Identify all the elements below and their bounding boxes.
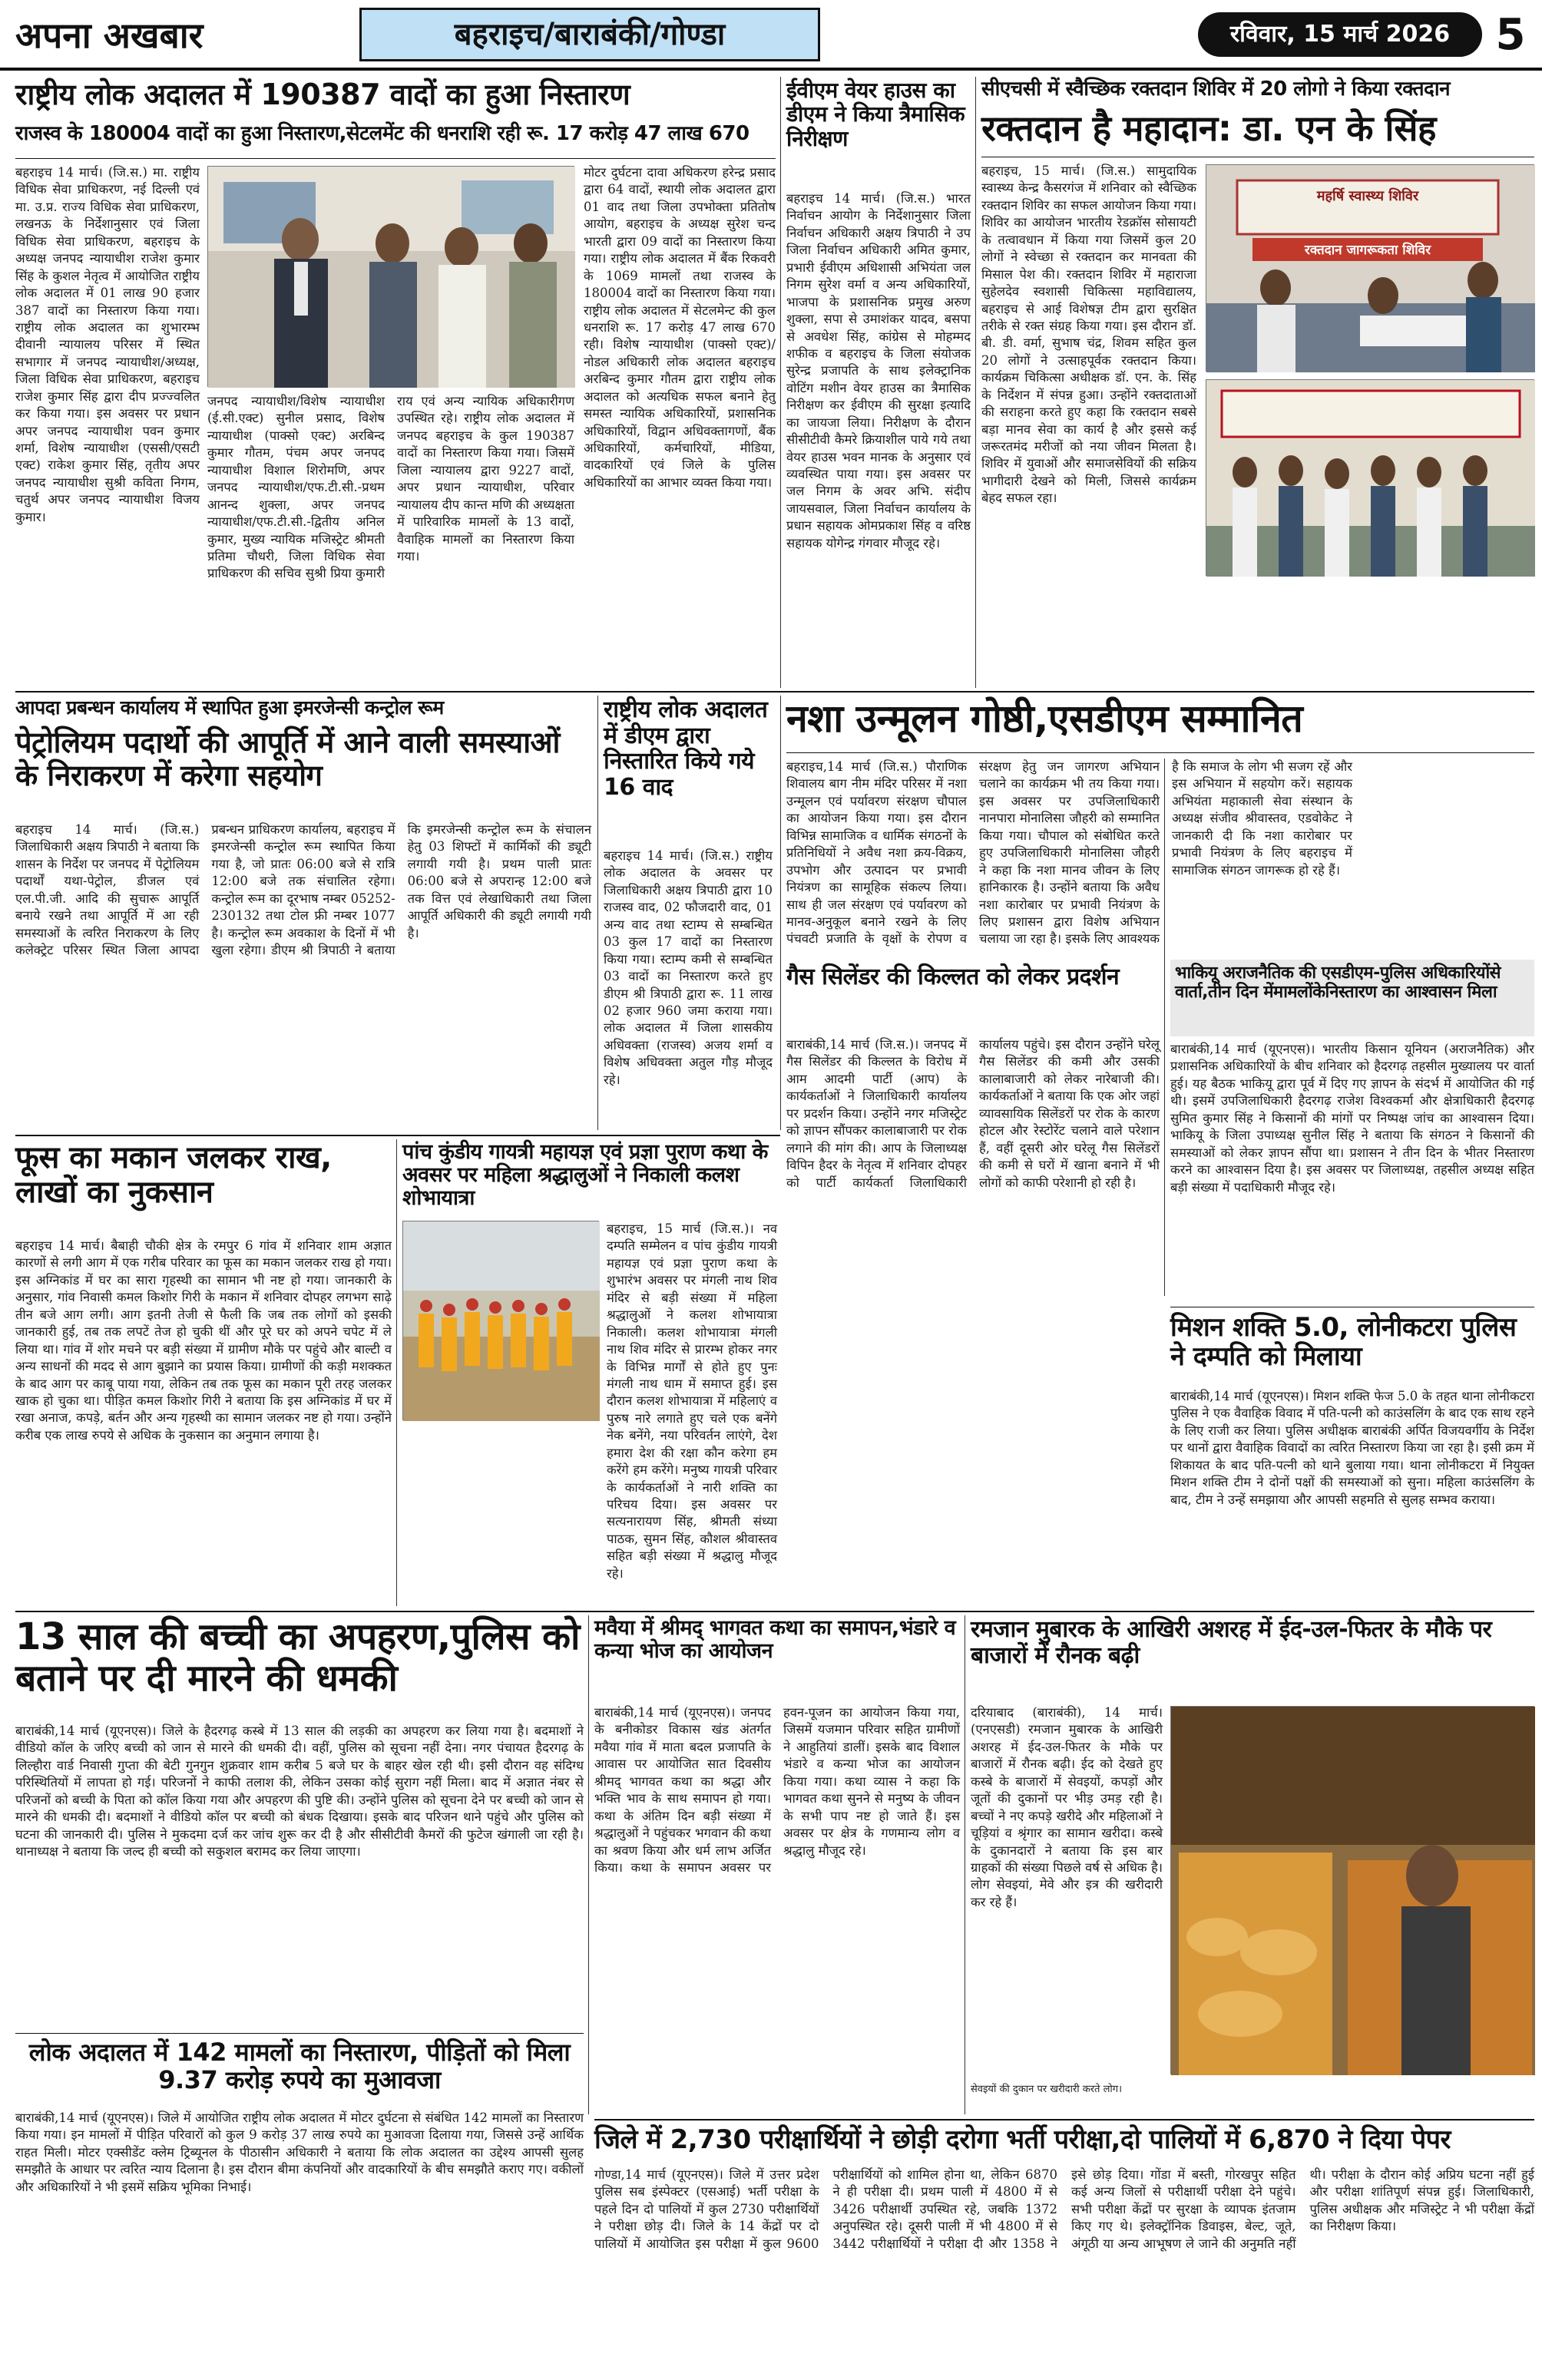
- emergency-headline: पेट्रोलियम पदार्थो की आपूर्ति में आने वाली समस्याओं के निराकरण में करेगा सहयोग: [15, 726, 560, 792]
- kalash-headline: पांच कुंडीय गायत्री महायज्ञ एवं प्रज्ञा पुराण कथा के अवसर पर महिला श्रद्धालुओं ने निकाली कलश शोभायात्रा: [402, 1140, 768, 1211]
- dm-cases-headline: राष्ट्रीय लोक अदालत में डीएम द्वारा निस्तारित किये गये 16 वाद: [604, 696, 768, 801]
- blood-banner-2: रक्तदान जागरूकता शिविर: [1304, 243, 1431, 258]
- blood-kicker: सीएचसी में स्वैच्छिक रक्तदान शिविर में 20 लोगो ने किया रक्तदान: [981, 78, 1451, 101]
- evm-body: बहराइच 14 मार्च। (जि.स.) भारत निर्वाचन आयोग के निर्देशानुसार जिला निर्वाचन अधिकारी अक्षय त्रिपाठी ने उप जिला निर्वाचन अधिकारी अमित कुमार, प्रभारी ईवीएम अधिशासी अभियंता जल निगम सुरेश वर्मा व अन्य अधिकारियों, भाजपा के प्रशासनिक प्रमुख अरुण शुक्ला, सपा से उमाशंकर यादव, बसपा से अवधेश सिंह, कांग्रेस से मोहम्मद शफीक व बहराइच के जिला संयोजक सुरेन्द्र प्रजापति के साथ इलेक्ट्रानिक वोटिंग मशीन वेयर हाउस का त्रैमासिक निरीक्षण कर ईवीएम की सुरक्षा इत्यादि का जायजा लिया। निरीक्षण के दौरान सीसीटीवी कैमरे क्रियाशील पाये गये तथा वेयर हाउस भवन मानक के अनुसार एवं व्यवस्थित पाया गया। इस अवसर पर जल निगम के अवर अभि. संदीप जायसवाल, जिला निर्वाचन कार्यालय के प्रधान सहायक ओमप्रकाश सिंह व वरिष्ठ सहायक योगेन्द्र गंगवार मौजूद रहे।: [786, 191, 971, 550]
- evm-headline: ईवीएम वेयर हाउस का डीएम ने किया त्रैमासिक निरीक्षण: [786, 78, 965, 151]
- lok142-headline: लोक अदालत में 142 मामलों का निस्तारण, पीड़ितों को मिला 9.37 करोड़ रुपये का मुआवजा: [28, 2038, 571, 2094]
- paper-name: अपना अखबार: [15, 15, 204, 56]
- lok-adalat-subhead: राजस्व के 180004 वादों का हुआ निस्तारण,सेटलमेंट की धनराशि रही रू. 17 करोड़ 47 लाख 670: [15, 122, 749, 145]
- lok-adalat-body-2: मोटर दुर्घटना दावा अधिकरण हरेन्द्र प्रसाद द्वारा 64 वादों, स्थायी लोक अदालत द्वारा 01 वाद तथा जिला उपभोक्ता प्रतितोष आयोग, बहराइच के अध्यक्ष सुरेश चन्द भारती द्वारा 09 वादों का निस्तारण किया गया। राष्ट्रीय लोक अदालत में बैंक रिकवरी के 1069 मामलों तथा राजस्व के 180004 वादों का निस्तारण किया गया। राष्ट्रीय लोक अदालत में सेटलमेन्ट की कुल धनराशि रू. 17 करोड़ 47 लाख 670 रही। विशेष न्यायाधीश (पाक्सो एक्ट)/नोडल अधिकारी लोक अदालत बहराइच अरबिन्द कुमार गौतम द्वारा राष्ट्रीय लोक अदालत को अत्यधिक सफल बनाने हेतु समस्त न्यायिक अधिकारियों, प्रशासनिक अधिकारियों, विद्वान अधिवक्तागणों, बैंक अधिकारियों, कर्मचारियों, मीडिया, वादकारियों एवं जिले के पुलिस अधिकारियों का आभार व्यक्त किया गया।: [584, 165, 776, 490]
- blood-photo-1: [1206, 164, 1534, 372]
- lok142-body: बाराबंकी,14 मार्च (यूएनएस)। जिले में आयोजित राष्ट्रीय लोक अदालत में मोटर दुर्घटना से संबंधित 142 मामलों का निस्तारण किया गया। इन मामलों में पीड़ित परिवारों को कुल 9 करोड़ 37 लाख रुपये का मुआवजा दिलाया गया, जिससे उन्हें आर्थिक राहत मिली। मोटर एक्सीडेंट क्लेम ट्रिब्यूनल के पीठासीन अधिकारी ने बताया कि लोक अदालत का उद्देश्य आपसी सुलह समझौते के आधार पर त्वरित न्याय दिलाना है। इस दौरान बीमा कंपनियों और वादकारियों के बीच समझौते कराए गए। वकीलों और अधिकारियों ने भी इसमें सक्रिय भूमिका निभाई।: [15, 2111, 584, 2194]
- mavaiya-headline: मवैया में श्रीमद् भागवत कथा का समापन,भंडारे व कन्या भोज का आयोजन: [594, 1616, 956, 1664]
- lok-adalat-headline: राष्ट्रीय लोक अदालत में 190387 वादों का हुआ निस्तारण: [15, 78, 630, 111]
- lok-adalat-body-1: बहराइच 14 मार्च। (जि.स.) मा. राष्ट्रीय विधिक सेवा प्राधिकरण, नई दिल्ली एवं मा. उ.प्र. राज्य विधिक सेवा प्राधिकरण, लखनऊ के निर्देशानुसार एवं जिला विधिक सेवा प्राधिकरण, बहराइच के अध्यक्ष जनपद न्यायाधीश राजेश कुमार सिंह के कुशल नेतृत्व में आयोजित राष्ट्रीय लोक अदालत में 01 लाख 90 हजार 387 वादों का निस्तारण किया गया। राष्ट्रीय लोक अदालत का शुभारम्भ दीवानी न्यायालय परिसर में स्थित सभागार में जनपद न्यायाधीश/अध्यक्ष, जिला विधिक सेवा प्राधिकरण, बहराइच राजेश कुमार सिंह द्वारा दीप प्रज्ज्वलित कर किया गया। इस अवसर पर प्रधान अपर जनपद न्यायाधीश पवन कुमार शर्मा, विशेष न्यायाधीश (एससी/एसटी एक्ट) राकेश कुमार सिंह, तृतीय अपर जनपद न्यायाधीश सुश्री कविता निगम, चतुर्थ अपर जनपद न्यायाधीश विजय कुमार।: [15, 165, 200, 524]
- kidnap-body: बाराबंकी,14 मार्च (यूएनएस)। जिले के हैदरगढ़ कस्बे में 13 साल की लड़की का अपहरण कर लिया गया है। बदमाशों ने वीडियो कॉल के जरिए बच्ची को जान से मारने की धमकी दी। वहीं, पुलिस को सूचना नहीं देना। नगर पंचायत हैदरगढ़ के लिल्हौरा वार्ड निवासी गुप्ता की बेटी गुनगुन शुक्रवार शाम करीब 5 बजे घर के बाहर खेल रही थी। इसी दौरान वह संदिग्ध परिस्थितियों में लापता हो गई। परिजनों ने काफी तलाश की, लेकिन उसका कोई सुराग नहीं मिला। बाद में अज्ञात नंबर से परिजनों को बच्ची के पिता को कॉल किया गया और अपहरण की पुष्टि की। उन्होंने पुलिस को सूचना देने पर बच्ची को जान से मारने की धमकी दी। बदमाशों ने वीडियो कॉल पर बच्ची को बंधक दिखाया। इसके बाद परिजन थाने पहुंचे और पुलिस को घटना की जानकारी दी। पुलिस ने मुकदमा दर्ज कर जांच शुरू कर दी है और सीसीटीवी कैमरों की फुटेज खंगाली जा रही है। थानाध्यक्ष ने बताया कि जल्द ही बच्ची को सकुशल बरामद कर लिया जाएगा।: [15, 1724, 584, 1859]
- fire-body: बहराइच 14 मार्च। बैबाही चौकी क्षेत्र के रमपुर 6 गांव में शनिवार शाम अज्ञात कारणों से लगी आग में एक गरीब परिवार का फूस का मकान जलकर राख हो गया। इस अग्निकांड में घर का सारा गृहस्थी का सामान भी नष्ट हो गया। जानकारी के अनुसार, गांव निवासी कमल किशोर गिरी के मकान में शनिवार दोपहर लगभग साढ़े तीन बजे आग लगी। आग इतनी तेजी से फैली कि जब तक लोगों को इसकी जानकारी हुई, तब तक लपटें तेज हो चुकी थीं और पूरे घर को अपने चपेट में ले लिया था। गांव में शोर मचने पर बड़ी संख्या में ग्रामीण मौके पर पहुंचे और बाल्टी व अन्य साधनों की मदद से आग बुझाने का प्रयास किया। ग्रामीणों की कड़ी मशक्कत के बाद आग पर काबू पाया गया, लेकिन तब तक फूस का मकान पूरी तरह जलकर खाक हो चुका था। पीड़ित कमल किशोर गिरी ने बताया कि इस अग्निकांड में घर में रखा अनाज, कपड़े, बर्तन और अन्य गृहस्थी का सामान जलकर नष्ट हो गया। उन्होंने करीब एक लाख रुपये से अधिक के नुकसान का अनुमान लगाया है।: [15, 1238, 392, 1443]
- page-number: 5: [1495, 10, 1526, 60]
- gas-headline: गैस सिलेंडर की किल्लत को लेकर प्रदर्शन: [786, 964, 1120, 990]
- blood-photo-2: [1206, 379, 1534, 576]
- daroga-body: गोण्डा,14 मार्च (यूएनएस)। जिले में उत्तर प्रदेश पुलिस सब इंस्पेक्टर (एसआई) भर्ती परीक्षा के पहले दिन दो पालियों में कुल 2730 परीक्षार्थियों ने परीक्षा छोड़ दी। जिले के 14 केंद्रों पर दो पालियों में आयोजित इस परीक्षा में कुल 9600 परीक्षार्थियों को शामिल होना था, लेकिन 6870 ने ही परीक्षा दी। प्रथम पाली में 4800 में से 3426 परीक्षार्थी उपस्थित रहे, जबकि 1372 अनुपस्थित रहे। दूसरी पाली में भी 4800 में से 3442 परीक्षार्थियों ने परीक्षा दी और 1358 ने इसे छोड़ दिया। गोंडा में बस्ती, गोरखपुर सहित कई अन्य जिलों से परीक्षार्थी परीक्षा देने पहुंचे। सभी परीक्षा केंद्रों पर सुरक्षा के व्यापक इंतजाम किए गए थे। इलेक्ट्रॉनिक डिवाइस, बेल्ट, जूते, अंगूठी या अन्य आभूषण ले जाने की अनुमति नहीं थी। परीक्षा के दौरान कोई अप्रिय घटना नहीं हुई और परीक्षा शांतिपूर्ण संपन्न हुई। जिलाधिकारी, पुलिस अधीक्षक और मजिस्ट्रेट ने भी परीक्षा केंद्रों का निरीक्षण किया।: [594, 2167, 1534, 2251]
- masthead: [0, 0, 1542, 71]
- ramzan-caption: सेवइयों की दुकान पर खरीदारी करते लोग।: [971, 2084, 1123, 2095]
- kisan-body: बाराबंकी,14 मार्च (यूएनएस)। भारतीय किसान यूनियन (अराजनैतिक) और प्रशासनिक अधिकारियों के बीच शनिवार को हैदरगढ़ तहसील मुख्यालय पर वार्ता हुई। यह बैठक भाकियू द्वारा पूर्व में दिए गए ज्ञापन के संदर्भ में आयोजित की गई थी। इसमें उपजिलाधिकारी हैदरगढ़ राजेश विश्वकर्मा और क्षेत्राधिकारी हैदरगढ़ सुमित कुमार सिंह ने किसानों की मांगों पर निष्पक्ष जांच का आश्वासन दिया। भाकियू के जिला उपाध्यक्ष सुनील सिंह ने बताया कि संगठन ने किसानों की समस्याओं को लेकर ज्ञापन सौंपा था। प्रशासन ने तीन दिन के भीतर निस्तारण करने का आश्वासन दिया है। इस अवसर पर जिलाध्यक्ष, तहसील अध्यक्ष सहित बड़ी संख्या में पदाधिकारी मौजूद रहे।: [1170, 1042, 1534, 1195]
- ramzan-body: दरियाबाद (बाराबंकी), 14 मार्च। (एनएसडी) रमजान मुबारक के आखिरी अशरह में ईद-उल-फितर के मौके पर बाजारों में रौनक बढ़ी। ईद को देखते हुए कस्बे के बाजारों में सेवइयों, कपड़ों और जूतों की दुकानों पर भीड़ उमड़ रही है। बच्चों ने नए कपड़े खरीदे और महिलाओं ने चूड़ियां व श्रृंगार का सामान खरीदा। कस्बे के दुकानदारों ने बताया कि इस बार ग्राहकों की संख्या पिछले वर्ष से अधिक है। लोग सेवइयां, मेवे और इत्र की खरीदारी कर रहे हैं।: [971, 1705, 1163, 1909]
- nasha-headline: नशा उन्मूलन गोष्ठी,एसडीएम सम्मानित: [786, 696, 1303, 741]
- daroga-headline: जिले में 2,730 परीक्षार्थियों ने छोड़ी दरोगा भर्ती परीक्षा,दो पालियों में 6,870 ने दिया पेपर: [594, 2124, 1451, 2155]
- blood-body: बहराइच, 15 मार्च। (जि.स.) सामुदायिक स्वास्थ्य केन्द्र कैसरगंज में शनिवार को स्वैच्छिक रक्तदान शिविर का सफल आयोजन किया गया। शिविर का आयोजन भारतीय रेडक्रॉस सोसायटी के तत्वावधान में किया गया जिसमें कुल 20 लोगों ने स्वेच्छा से रक्तदान कर मानवता की मिसाल पेश की। रक्तदान शिविर में महाराजा सुहेलदेव स्वशासी चिकित्सा महाविद्यालय, बहराइच से आई विशेषज्ञ टीम द्वारा सुरक्षित तरीके से रक्त संग्रह किया गया। इस दौरान डॉ. बी. डी. वर्मा, सुभाष चंद्र, शिवम सहित कुल 20 लोगों ने उत्साहपूर्वक रक्तदान किया। कार्यक्रम चिकित्सा अधीक्षक डॉ. एन. के. सिंह के निर्देशन में संपन्न हुआ। उन्होंने रक्तदाताओं की सराहना करते हुए कहा कि रक्तदान सबसे बड़ा मानव सेवा का कार्य है और इससे कई जरूरतमंद मरीजों को नया जीवन मिलता है। शिविर में युवाओं और समाजसेवियों की सक्रिय भागीदारी देखने को मिली, जिससे कार्यक्रम बेहद सफल रहा।: [981, 164, 1196, 506]
- emergency-body: बहराइच 14 मार्च। (जि.स.) जिलाधिकारी अक्षय त्रिपाठी ने बताया कि शासन के निर्देश पर जनपद में पेट्रोलियम पदार्थों यथा-पेट्रोल, डीजल एवं एल.पी.जी. आदि की सुचारू आपूर्ति बनाये रखने तथा आपूर्ति में आ रही समस्याओं के त्वरित निराकरण के लिए कलेक्ट्रेट परिसर स्थित जिला आपदा प्रबन्धन प्राधिकरण कार्यालय, बहराइच में इमरजेन्सी कन्ट्रोल रूम स्थापित किया गया है, जो प्रातः 06:00 बजे से रात्रि 12:00 बजे तक संचालित रहेगा। कन्ट्रोल रूम का दूरभाष नम्बर 05252-230132 तथा टोल फ्री नम्बर 1077 है। कन्ट्रोल रूम अवकाश के दिनों में भी खुला रहेगा। डीएम श्री त्रिपाठी ने बताया कि इमरजेन्सी कन्ट्रोल रूम के संचालन हेतु 03 शिफ्टों में कार्मिकों की ड्यूटी लगायी गयी है। प्रथम पाली प्रातः 06:00 बजे से अपरान्ह 12:00 बजे तक वित्त एवं लेखाधिकारी तथा जिला आपूर्ति अधिकारी की ड्यूटी लगायी गयी है।: [15, 822, 591, 958]
- blood-banner-1: महर्षि स्वास्थ्य शिविर: [1316, 188, 1419, 204]
- emergency-kicker: आपदा प्रबन्धन कार्यालय में स्थापित हुआ इमरजेन्सी कन्ट्रोल रूम: [15, 696, 444, 719]
- kalash-body: बहराइच, 15 मार्च (जि.स.)। नव दम्पति सम्मेलन व पांच कुंडीय गायत्री महायज्ञ एवं प्रज्ञा पुराण कथा के शुभारंभ अवसर पर मंगली नाथ शिव मंदिर से बड़ी संख्या में महिला श्रद्धालुओं ने कलश शोभायात्रा निकाली। कलश शोभायात्रा मंगली नाथ शिव मंदिर से प्रारम्भ होकर नगर के विभिन्न मार्गों से होते हुए पुनः मंगली नाथ धाम में समाप्त हुई। इस दौरान कलश शोभायात्रा में महिलाएं व पुरुष नारे लगाते हुए चले एक बनेंगे नेक बनेंगे, नया परिवर्तन लाएंगे, देश हमारा देश की रक्षा कौन करेगा हम करेंगे हम करेंगे। मनुष्य गायत्री परिवार के कार्यकर्ताओं ने नारी शक्ति का परिचय दिया। इस अवसर पर सत्यनारायण सिंह, श्रीमती संध्या पाठक, सुमन सिंह, कौशल श्रीवास्तव सहित बड़ी संख्या में श्रद्धालु मौजूद रहे।: [607, 1221, 777, 1581]
- lok-adalat-body-3: जनपद न्यायाधीश/विशेष न्यायाधीश (ई.सी.एक्ट) सुनील प्रसाद, विशेष न्यायाधीश (पाक्सो एक्ट) अरबिन्द कुमार गौतम, पंचम अपर जनपद न्यायाधीश विशाल शिरोमणि, अपर जनपद न्यायाधीश/एफ.टी.सी.-प्रथम आनन्द शुक्ला, अपर जनपद न्यायाधीश/एफ.टी.सी.-द्वितीय अनिल कुमार, मुख्य न्यायिक मजिस्ट्रेट श्रीमती प्रतिमा चौधरी, जिला विधिक सेवा प्राधिकरण की सचिव सुश्री प्रिया कुमारी राय एवं अन्य न्यायिक अधिकारीगण उपस्थित रहे। राष्ट्रीय लोक अदालत में जनपद बहराइच के कुल 190387 वादों का निस्तारण किया गया। जिसमें जिला न्यायालय द्वारा 9227 वादों, अपर प्रधान न्यायाधीश, परिवार न्यायालय दीप कान्त मणि की अध्यक्षता में पारिवारिक मामलों के 13 वादों, वैवाहिक मामलों का निस्तारण किया गया।: [207, 394, 574, 581]
- blood-headline: रक्तदान है महादान: डा. एन के सिंह: [981, 107, 1436, 149]
- dm-cases-body: बहराइच 14 मार्च। (जि.स.) राष्ट्रीय लोक अदालत के अवसर पर जिलाधिकारी अक्षय त्रिपाठी द्वारा 10 राजस्व वाद, 02 फौजदारी वाद, 01 अन्य वाद तथा स्टाम्प से सम्बन्धित 03 कुल 17 वादों का निस्तारण किया गया। स्टाम्प कमी से सम्बन्धित 03 वादों का निस्तारण करते हुए डीएम श्री त्रिपाठी द्वारा रू. 11 लाख 02 हजार 960 जमा कराया गया। लोक अदालत में जिला शासकीय अधिवक्ता (राजस्व) अजय शर्मा व विशेष अधिवक्ता अतुल गौड़ मौजूद रहे।: [604, 848, 773, 1087]
- edition-banner: बहराइच/बाराबंकी/गोण्डा: [359, 8, 820, 61]
- mavaiya-body: बाराबंकी,14 मार्च (यूएनएस)। जनपद के बनीकोडर विकास खंड अंतर्गत मवैया गांव में माता बदल प्रजापति के आवास पर आयोजित सात दिवसीय श्रीमद् भागवत कथा का श्रद्धा और भक्ति भाव के साथ समापन हो गया। कथा के अंतिम दिन बड़ी संख्या में श्रद्धालुओं ने पहुंचकर भगवान की कथा का श्रवण किया और धर्म लाभ अर्जित किया। कथा के समापन अवसर पर हवन-पूजन का आयोजन किया गया, जिसमें यजमान परिवार सहित ग्रामीणों ने आहुतियां डालीं। इसके बाद विशाल भंडारे व कन्या भोज का आयोजन किया गया। कथा व्यास ने कहा कि भागवत कथा सुनने से मनुष्य के जीवन के सभी पाप नष्ट हो जाते हैं। इस अवसर पर क्षेत्र के गणमान्य लोग व श्रद्धालु मौजूद रहे।: [594, 1705, 960, 1875]
- fire-headline: फूस का मकान जलकर राख, लाखों का नुकसान: [15, 1140, 332, 1210]
- kisan-headline: भाकियू अराजनैतिक की एसडीएम-पुलिस अधिकारियोंसे वार्ता,तीन दिन मेंमामलोंकेनिस्तारण का आश्वासन मिला: [1175, 964, 1501, 1002]
- gas-body: बाराबंकी,14 मार्च (जि.स.)। जनपद में गैस सिलेंडर की किल्लत के विरोध में आम आदमी पार्टी (आप) के कार्यकर्ताओं ने जिलाधिकारी कार्यालय पर प्रदर्शन किया। उन्होंने नगर मजिस्ट्रेट को ज्ञापन सौंपकर कालाबाजारी पर रोक लगाने की मांग की। आप के जिलाध्यक्ष विपिन हैदर के नेतृत्व में शनिवार दोपहर को पार्टी कार्यकर्ता जिलाधिकारी कार्यालय पहुंचे। इस दौरान उन्होंने घरेलू गैस सिलेंडर की कमी और उसकी कालाबाजारी को लेकर नारेबाजी की। कार्यकर्ताओं ने बताया कि एक ओर जहां व्यावसायिक सिलेंडरों पर रोक के कारण होटल और रेस्टोरेंट चलाने वाले परेशान हैं, वहीं दूसरी ओर घरेलू गैस सिलेंडरों की कमी से घरों में खाना बनाने में भी लोगों को काफी परेशानी हो रही है।: [786, 1037, 1160, 1190]
- mission-headline: मिशन शक्ति 5.0, लोनीकटरा पुलिस ने दम्पति को मिलाया: [1170, 1312, 1517, 1373]
- kalash-photo: [402, 1221, 599, 1420]
- mission-body: बाराबंकी,14 मार्च (यूएनएस)। मिशन शक्ति फेज 5.0 के तहत थाना लोनीकटरा पुलिस ने एक वैवाहिक विवाद में पति-पत्नी को काउंसलिंग के बाद एक साथ रहने के लिए राजी कर लिया। पुलिस अधीक्षक बाराबंकी अर्पित विजयवर्गीय के निर्देश पर थानों द्वारा वैवाहिक विवादों का त्वरित निस्तारण किया जा रहा है। इसी क्रम में शिकायत के बाद पति-पत्नी को थाने बुलाया गया। थाना लोनीकटरा में नियुक्त मिशन शक्ति टीम ने दोनों पक्षों की समस्याओं को सुना। महिला काउंसलिंग के बाद, टीम ने उन्हें समझाया और आपसी सहमति से सुलह सम्भव कराया।: [1170, 1389, 1534, 1507]
- ramzan-headline: रमजान मुबारक के आखिरी अशरह में ईद-उल-फितर के मौके पर बाजारों में रौनक बढ़ी: [971, 1616, 1492, 1669]
- kidnap-headline: 13 साल की बच्ची का अपहरण,पुलिस को बताने पर दी मारने की धमकी: [15, 1615, 580, 1700]
- lok-adalat-photo: [207, 166, 574, 387]
- nasha-body: बहराइच,14 मार्च (जि.स.) पौराणिक शिवालय बाग नीम मंदिर परिसर में नशा उन्मूलन एवं पर्यावरण संरक्षण चौपाल का आयोजन किया गया। इस दौरान विभिन्न सामाजिक व धार्मिक संगठनों के प्रतिनिधियों ने अवैध नशा क्रय-विक्रय, उपभोग और उत्पादन पर प्रभावी नियंत्रण का सामूहिक संकल्प लिया। साथ ही जल संरक्षण एवं पर्यावरण को मानव-अनुकूल बनाने रखने के लिए पंचवटी प्रजाति के वृक्षों के रोपण व संरक्षण हेतु जन जागरण अभियान चलाने का कार्यक्रम भी तय किया गया। इस अवसर पर उपजिलाधिकारी नानपारा मोनालिसा जौहरी को सम्मानित किया गया। चौपाल को संबोधित करते हुए उपजिलाधिकारी मोनालिसा जौहरी ने कहा कि नशा मानव जीवन के लिए हानिकारक है। उन्होंने बताया कि अवैध नशा कारोबार पर प्रभावी नियंत्रण के लिए प्रशासन द्वारा विशेष अभियान चलाया जा रहा है। इसके लिए आवश्यक है कि समाज के लोग भी सजग रहें और इस अभियान में सहयोग करें। सहायक अभियंता महाकाली सेवा संस्थान के अध्यक्ष संजीव श्रीवास्तव, एडवोकेट ने जानकारी दी कि नशा कारोबार पर प्रभावी नियंत्रण के लिए बहराइच में सामाजिक संगठन जागरूक हो रहे हैं।: [786, 759, 1352, 947]
- ramzan-photo: [1170, 1706, 1534, 2074]
- issue-date: रविवार, 15 मार्च 2026: [1198, 12, 1482, 57]
